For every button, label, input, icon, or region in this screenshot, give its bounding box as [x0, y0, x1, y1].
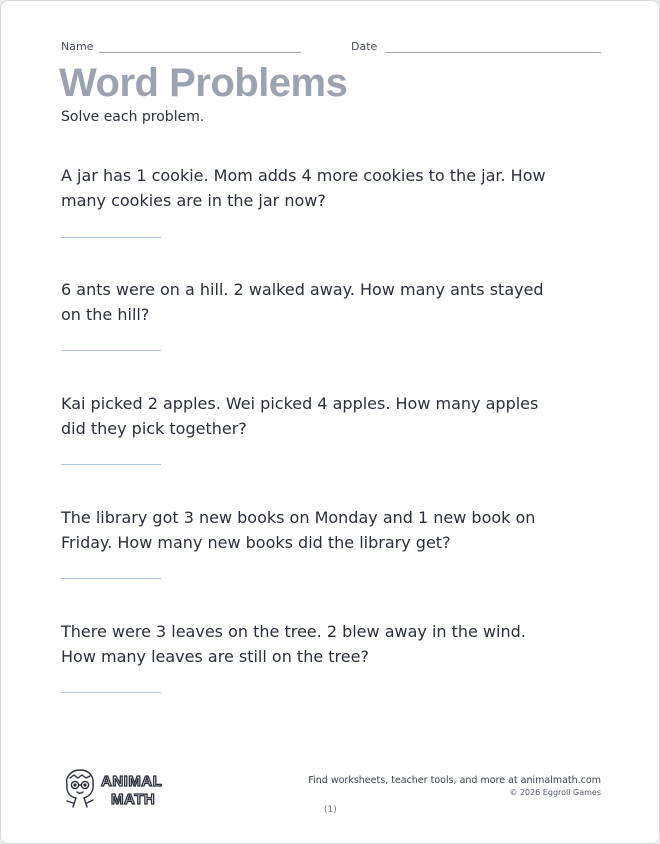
problem-1: [61, 164, 551, 213]
problem-3: [61, 392, 551, 441]
footer-promo: Find worksheets, teacher tools, and more at animalmath.com: [308, 775, 601, 786]
problem-5: [61, 620, 551, 669]
name-label: Name: [61, 40, 94, 53]
problem-text: 6 ants were on a hill. 2 walked away. How many ants stayed on the hill?: [61, 280, 544, 324]
problem-text: The library got 3 new books on Monday and 1 new book on Friday. How many new books did the library get?: [61, 508, 536, 552]
answer-line[interactable]: [61, 578, 161, 579]
name-field[interactable]: [99, 52, 301, 53]
problem-text: There were 3 leaves on the tree. 2 blew away in the wind. How many leaves are still on the tree?: [61, 622, 526, 666]
date-field[interactable]: [385, 52, 601, 53]
footer-copyright: © 2026 Eggroll Games: [509, 788, 601, 797]
logo-text-top: ANIMAL: [101, 773, 163, 790]
problem-2: [61, 278, 551, 327]
logo-text-bottom: MATH: [111, 791, 156, 808]
answer-line[interactable]: [61, 350, 161, 351]
animal-math-logo: [61, 765, 171, 811]
answer-line[interactable]: [61, 464, 161, 465]
answer-line[interactable]: [61, 692, 161, 693]
instructions: Solve each problem.: [61, 109, 205, 125]
page-title: Word Problems: [59, 61, 348, 105]
footer-info: [308, 774, 601, 798]
mascot-icon: [67, 770, 94, 807]
answer-line[interactable]: [61, 237, 161, 238]
student-info-row: [61, 39, 601, 55]
problem-4: [61, 506, 551, 555]
problem-text: A jar has 1 cookie. Mom adds 4 more cookies to the jar. How many cookies are in the jar now?: [61, 166, 546, 210]
problem-text: Kai picked 2 apples. Wei picked 4 apples. How many apples did they pick together?: [61, 394, 539, 438]
date-label: Date: [351, 40, 378, 53]
page-number: (1): [324, 805, 337, 815]
